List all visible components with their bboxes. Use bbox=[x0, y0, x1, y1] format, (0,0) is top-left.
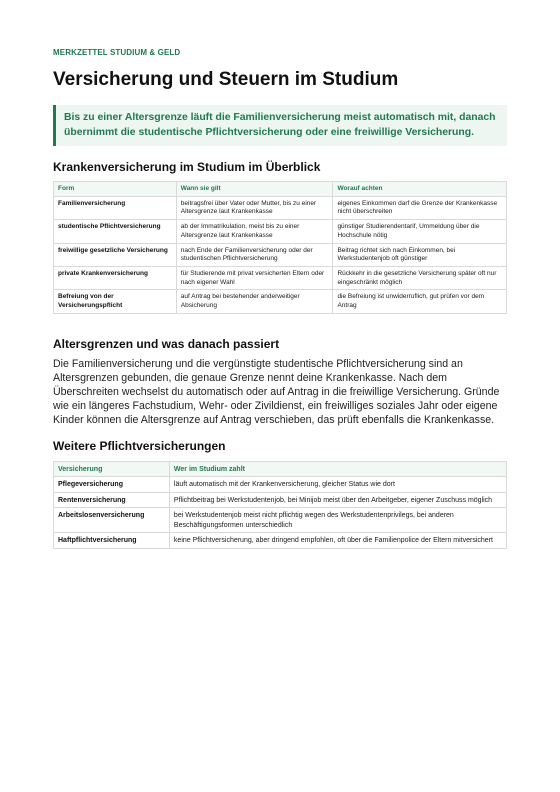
table-cell: für Studierende mit privat versicherten Eltern oder nach eigener Wahl bbox=[176, 266, 333, 289]
table-row bbox=[54, 220, 507, 243]
table-cell: die Befreiung ist unwiderruflich, gut prüfen vor dem Antrag bbox=[333, 290, 507, 313]
table-cell: freiwillige gesetzliche Versicherung bbox=[54, 243, 177, 266]
table-header-row bbox=[54, 461, 507, 477]
column-header: Versicherung bbox=[54, 461, 170, 477]
health-insurance-table bbox=[53, 181, 507, 314]
table-row bbox=[54, 266, 507, 289]
column-header: Wer im Studium zahlt bbox=[169, 461, 506, 477]
table-cell: Rentenversicherung bbox=[54, 492, 170, 508]
table-row bbox=[54, 508, 507, 533]
table-header-row bbox=[54, 182, 507, 197]
column-header: Worauf achten bbox=[333, 182, 507, 197]
summary-callout bbox=[53, 105, 507, 146]
table-row bbox=[54, 533, 507, 549]
table-cell: läuft automatisch mit der Krankenversicherung, gleicher Status wie dort bbox=[169, 477, 506, 493]
other-insurance-table bbox=[53, 461, 507, 549]
section-heading-other-insurance: Weitere Pflichtversicherungen bbox=[53, 438, 226, 453]
table-row bbox=[54, 477, 507, 493]
table-cell: studentische Pflichtversicherung bbox=[54, 220, 177, 243]
table-cell: ab der Immatrikulation, meist bis zu einer Altersgrenze laut Krankenkasse bbox=[176, 220, 333, 243]
table-cell: Beitrag richtet sich nach Einkommen, bei Werkstudentenjob oft günstiger bbox=[333, 243, 507, 266]
table-cell: Pflichtbeitrag bei Werkstudentenjob, bei Minijob meist über den Arbeitgeber, eigener Zuschuss möglich bbox=[169, 492, 506, 508]
table-cell: private Krankenversicherung bbox=[54, 266, 177, 289]
table-cell: keine Pflichtversicherung, aber dringend empfohlen, oft über die Familienpolice der Eltern mitversichert bbox=[169, 533, 506, 549]
table-cell: beitragsfrei über Vater oder Mutter, bis zu einer Altersgrenze laut Krankenkasse bbox=[176, 196, 333, 219]
table-row bbox=[54, 243, 507, 266]
table-cell: günstiger Studierendentarif, Ummeldung über die Hochschule nötig bbox=[333, 220, 507, 243]
column-header: Form bbox=[54, 182, 177, 197]
table-cell: auf Antrag bei bestehender anderweitiger Absicherung bbox=[176, 290, 333, 313]
body-paragraph: Die Familienversicherung und die vergünstigte studentische Pflichtversicherung sind an Altersgrenzen gebunden, die genaue Grenze nennt deine Krankenkasse. Nach dem Überschreiten wechselst du automatisch oder auf Antrag in die freiwillige Versicherung. Gründe wie ein längeres Fachstudium, Wehr- oder Zivildienst, ein freiwilliges soziales Jahr oder eigene Kinder können die Altersgrenze auf Antrag verschieben, das prüft ebenfalls die Krankenkasse. bbox=[53, 357, 500, 426]
table-cell: Rückkehr in die gesetzliche Versicherung später oft nur eingeschränkt möglich bbox=[333, 266, 507, 289]
table-cell: nach Ende der Familienversicherung oder der studentischen Pflichtversicherung bbox=[176, 243, 333, 266]
table-cell: Pflegeversicherung bbox=[54, 477, 170, 493]
table-row bbox=[54, 492, 507, 508]
table-cell: Familienversicherung bbox=[54, 196, 177, 219]
table-row bbox=[54, 196, 507, 219]
table-cell: Arbeitslosenversicherung bbox=[54, 508, 170, 533]
table-row bbox=[54, 290, 507, 313]
table-cell: bei Werkstudentenjob meist nicht pflichtig wegen des Werkstudentenprivilegs, bei anderen Beschäftigungsformen unterschiedlich bbox=[169, 508, 506, 533]
section-heading-age-limits: Altersgrenzen und was danach passiert bbox=[53, 336, 280, 351]
column-header: Wann sie gilt bbox=[176, 182, 333, 197]
page-title: Versicherung und Steuern im Studium bbox=[53, 69, 399, 90]
table-cell: Haftpflichtversicherung bbox=[54, 533, 170, 549]
table-cell: eigenes Einkommen darf die Grenze der Krankenkasse nicht überschreiten bbox=[333, 196, 507, 219]
callout-text: Bis zu einer Altersgrenze läuft die Familienversicherung meist automatisch mit, danach übernimmt die studentische Pflichtversicherung oder eine freiwillige Versicherung. bbox=[64, 112, 496, 138]
kicker: MERKZETTEL STUDIUM & GELD bbox=[53, 48, 181, 57]
table-cell: Befreiung von der Versicherungspflicht bbox=[54, 290, 177, 313]
section-heading-health-insurance: Krankenversicherung im Studium im Überblick bbox=[53, 160, 321, 174]
